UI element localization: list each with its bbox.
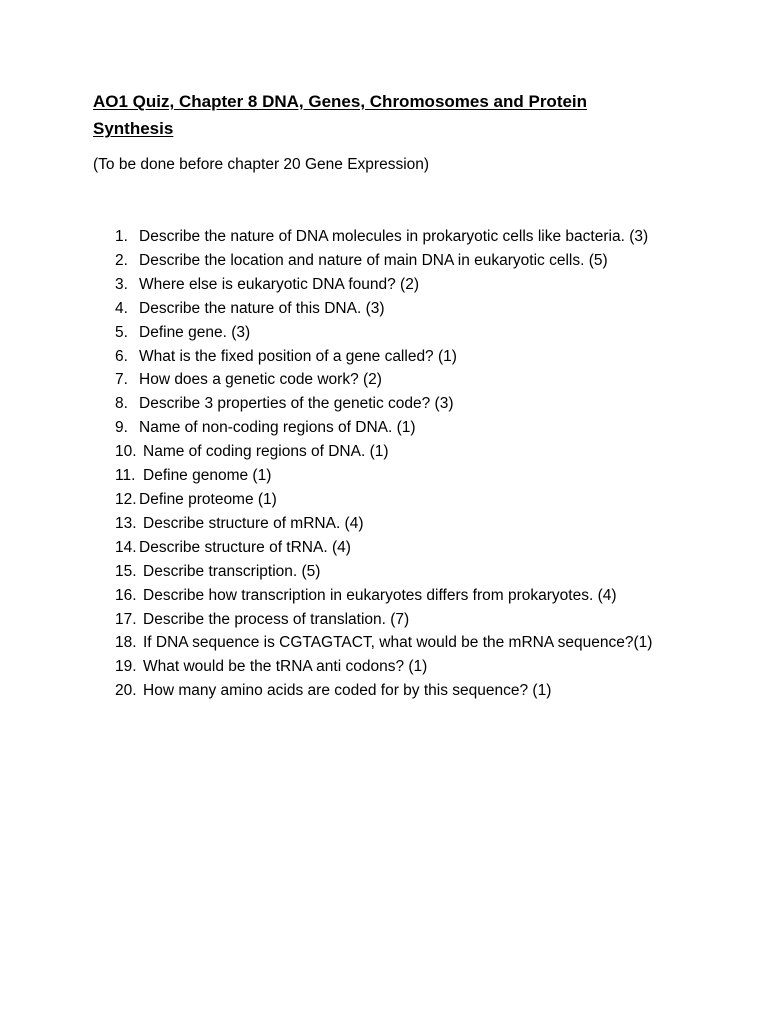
question-text: Define genome (1) [143,467,272,485]
question-item [115,464,715,488]
question-number: 4. [115,299,128,317]
page-title: AO1 Quiz, Chapter 8 DNA, Genes, Chromosomes and Protein Synthesis [93,92,588,138]
question-text: Where else is eukaryotic DNA found? (2) [139,275,419,293]
question-text: What is the fixed position of a gene called? (1) [139,347,457,365]
question-item [115,249,715,273]
question-text: Define gene. (3) [139,323,251,341]
question-item [115,631,715,655]
question-number: 14. [115,538,137,556]
question-item [115,368,715,392]
question-number: 15. [115,562,137,580]
question-text: If DNA sequence is CGTAGTACT, what would be the mRNA sequence?(1) [143,634,653,652]
question-text: Describe the process of translation. (7) [143,610,410,628]
question-item [115,392,715,416]
question-number: 18. [115,634,137,652]
question-number: 17. [115,610,137,628]
question-list [115,225,715,703]
question-item [115,536,715,560]
question-text: Define proteome (1) [139,490,277,508]
question-text: Describe structure of mRNA. (4) [143,514,364,532]
question-text: Describe structure of tRNA. (4) [139,538,351,556]
question-number: 8. [115,395,128,413]
question-item [115,225,715,249]
question-item [115,608,715,632]
question-text: Name of non-coding regions of DNA. (1) [139,419,416,437]
question-number: 2. [115,251,128,269]
question-item [115,297,715,321]
question-number: 9. [115,419,128,437]
question-text: Describe 3 properties of the genetic code? (3) [139,395,454,413]
question-text: Describe the location and nature of main DNA in eukaryotic cells. (5) [139,251,608,269]
question-text: Name of coding regions of DNA. (1) [143,443,389,461]
question-number: 6. [115,347,128,365]
question-number: 16. [115,586,137,604]
question-text: Describe the nature of this DNA. (3) [139,299,385,317]
question-item [115,655,715,679]
question-item [115,416,715,440]
page-subtitle: (To be done before chapter 20 Gene Expression) [93,156,430,173]
question-item [115,440,715,464]
question-text: Describe the nature of DNA molecules in prokaryotic cells like bacteria. (3) [139,228,649,245]
question-number: 13. [115,514,137,532]
question-item [115,679,715,703]
question-number: 20. [115,682,137,700]
question-number: 12. [115,490,137,508]
question-number: 5. [115,323,128,341]
question-item [115,512,715,536]
question-text: How many amino acids are coded for by this sequence? (1) [143,682,552,700]
question-number: 3. [115,275,128,293]
question-number: 7. [115,371,128,389]
question-text: Describe how transcription in eukaryotes differs from prokaryotes. (4) [143,586,617,604]
question-number: 19. [115,658,137,676]
question-item [115,273,715,297]
question-text: What would be the tRNA anti codons? (1) [143,658,428,676]
question-item [115,488,715,512]
question-text: How does a genetic code work? (2) [139,371,382,389]
question-number: 1. [115,228,128,245]
question-text: Describe transcription. (5) [143,562,321,580]
question-item [115,345,715,369]
question-number: 11. [115,467,136,485]
question-number: 10. [115,443,137,461]
question-item [115,584,715,608]
question-item [115,560,715,584]
question-item [115,321,715,345]
